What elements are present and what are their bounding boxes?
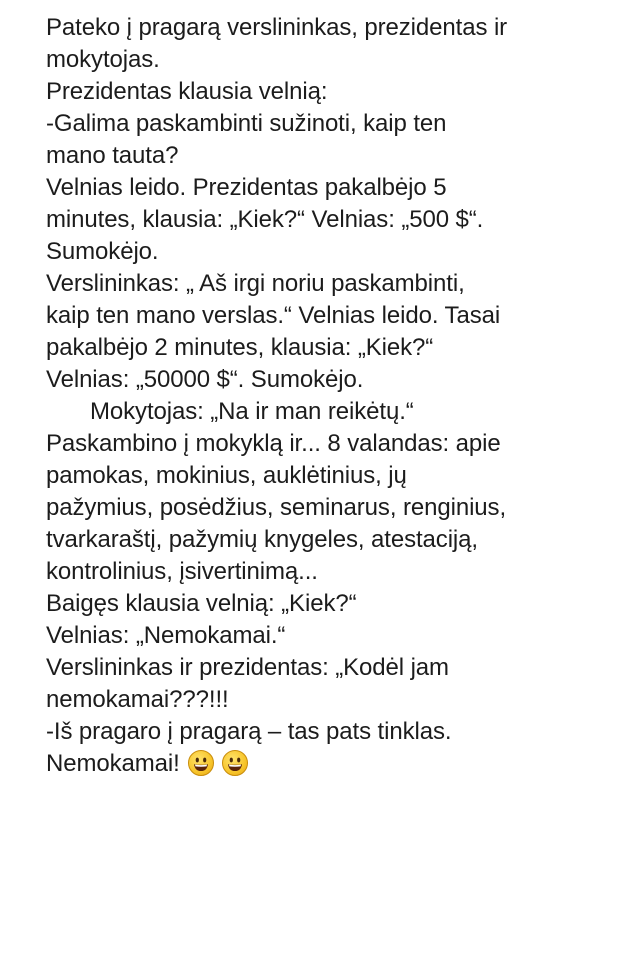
closing-word: Nemokamai!	[46, 750, 180, 777]
text-line: nemokamai???!!!	[46, 686, 229, 713]
text-line: Baigęs klausia velnią: „Kiek?“	[46, 590, 357, 617]
text-line: tvarkaraštį, pažymių knygeles, atestaciją,	[46, 526, 478, 553]
text-line: Velnias: „Nemokamai.“	[46, 622, 286, 649]
grinning-face-emoji-icon	[188, 750, 214, 776]
text-line: pakalbėjo 2 minutes, klausia: „Kiek?“	[46, 334, 434, 361]
text-line: pamokas, mokinius, auklėtinius, jų	[46, 462, 407, 489]
text-line-last	[46, 748, 624, 780]
text-line-indented: Mokytojas: „Na ir man reikėtų.“	[90, 398, 414, 425]
text-line: minutes, klausia: „Kiek?“ Velnias: „500 $“.	[46, 206, 484, 233]
text-line: kaip ten mano verslas.“ Velnias leido. Tasai	[46, 302, 501, 329]
text-line: mano tauta?	[46, 142, 179, 169]
text-line: Verslininkas ir prezidentas: „Kodėl jam	[46, 654, 449, 681]
text-line: mokytojas.	[46, 46, 160, 73]
text-line: -Iš pragaro į pragarą – tas pats tinklas.	[46, 718, 452, 745]
text-line: Sumokėjo.	[46, 238, 159, 265]
text-line: Verslininkas: „ Aš irgi noriu paskambinti,	[46, 270, 465, 297]
text-line: Paskambino į mokyklą ir... 8 valandas: apie	[46, 430, 501, 457]
text-line: Prezidentas klausia velnią:	[46, 78, 328, 105]
text-line: Pateko į pragarą verslininkas, prezidentas ir	[46, 14, 508, 41]
post-text	[46, 12, 624, 780]
grinning-face-emoji-icon	[222, 750, 248, 776]
text-line: Velnias leido. Prezidentas pakalbėjo 5	[46, 174, 447, 201]
text-line: pažymius, posėdžius, seminarus, renginius,	[46, 494, 507, 521]
text-line: kontrolinius, įsivertinimą...	[46, 558, 318, 585]
text-line: Velnias: „50000 $“. Sumokėjo.	[46, 366, 364, 393]
text-line: -Galima paskambinti sužinoti, kaip ten	[46, 110, 447, 137]
